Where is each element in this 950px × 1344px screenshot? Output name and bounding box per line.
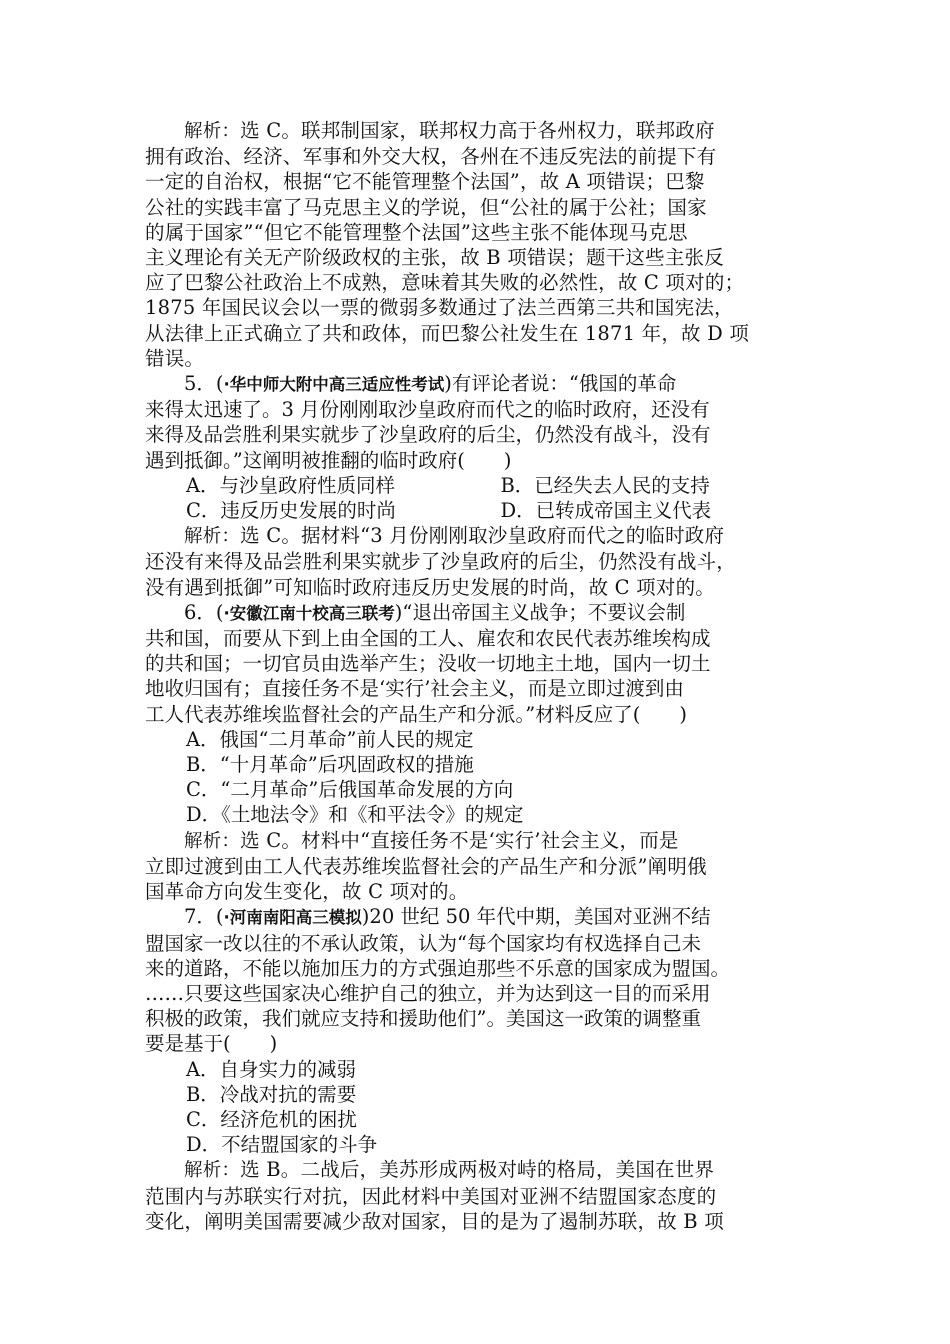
option-c[interactable]: C．经济危机的困扰 (185, 1107, 357, 1131)
question-stem-line: 6．(·安徽江南十校高三联考)“退出帝国主义战争；不要议会制 (184, 600, 686, 624)
question-stem-line: 地收归国有；直接任务不是‘实行’社会主义，而是立即过渡到由 (145, 677, 684, 701)
question-stem-line: ……只要这些国家决心维护自己的独立，并为达到这一目的而采用 (145, 981, 711, 1005)
explanation-line: 错误。 (145, 346, 205, 370)
explanation-line: 立即过渡到由工人代表苏维埃监督社会的产品生产和分派”阐明俄 (145, 854, 707, 878)
explanation-label: 解析： (184, 526, 241, 548)
question-stem-line: 来得太迅速了。3 月份刚刚取沙皇政府而代之的临时政府，还没有 (145, 398, 710, 422)
explanation-line: 应了巴黎公社政治上不成熟，意味着其失败的必然性，故 C 项对的； (145, 271, 745, 295)
question-stem-line: 来得及品尝胜利果实就步了沙皇政府的后尘，仍然没有战斗，没有 (145, 423, 711, 447)
question-stem-line: 遇到抵御。”这阐明被推翻的临时政府( ) (145, 448, 512, 472)
explanation-line: 解析：选 C。材料中“直接任务不是‘实行’社会主义，而是 (184, 828, 679, 852)
explanation-line: 变化，阐明美国需要减少敌对国家，目的是为了遏制苏联，故 B 项 (145, 1209, 724, 1233)
question-6 (145, 600, 815, 904)
question-source: ·河南南阳高三模拟 (223, 908, 362, 928)
question-stem-line: 积极的政策，我们就应支持和援助他们”。美国这一政策的调整重 (145, 1007, 701, 1031)
option-b[interactable]: B．已经失去人民的支持 (500, 473, 710, 497)
explanation-line: 公社的实践丰富了马克思主义的学说，但“公社的属于公社；国家 (145, 195, 707, 219)
question-source: ·安徽江南十校高三联考 (223, 603, 395, 623)
option-c[interactable]: C．违反历史发展的时尚 (185, 499, 396, 523)
explanation-line: 一定的自治权，根据“它不能管理整个法国”，故 A 项错误；巴黎 (145, 170, 705, 194)
option-row (145, 473, 815, 498)
option-row (145, 498, 815, 523)
explanation-line: 解析：选 C。据材料“3 月份刚刚取沙皇政府而代之的临时政府 (184, 524, 725, 548)
question-stem-line: 共和国，而要从下到上由全国的工人、雇农和农民代表苏维埃构成 (145, 627, 711, 651)
question-stem-line: 7．(·河南南阳高三模拟)20 世纪 50 年代中期，美国对亚洲不结 (184, 905, 711, 929)
document-page (145, 118, 815, 1234)
explanation-label: 解析： (184, 1160, 241, 1182)
option-a[interactable]: A．与沙皇政府性质同样 (185, 473, 396, 497)
explanation-label: 解析： (184, 121, 241, 142)
explanation-line: 没有遇到抵御”可知临时政府违反历史发展的时尚，故 C 项对的。 (145, 575, 715, 599)
explanation-line: 还没有来得及品尝胜利果实就步了沙皇政府的后尘，仍然没有战斗， (145, 550, 737, 574)
option-d[interactable]: D．《土地法令》和《和平法令》的规定 (185, 803, 524, 827)
option-a[interactable]: A．自身实力的减弱 (185, 1057, 357, 1081)
explanation-label: 解析： (184, 830, 241, 852)
explanation-line: 的属于国家”“但它不能管理整个法国”这些主张不能体现马克思 (145, 220, 688, 244)
question-stem-line: 的共和国；一切官员由选举产生；没收一切地主土地，国内一切土 (145, 652, 711, 676)
question-stem-line: 来的道路，不能以施加压力的方式强迫那些不乐意的国家成为盟国。 (145, 956, 731, 980)
question-number: 5．( (184, 372, 224, 396)
question-5 (145, 371, 815, 600)
option-d[interactable]: D．已转成帝国主义代表 (500, 499, 712, 523)
explanation-line: 解析：选 B。二战后，美苏形成两极对峙的格局，美国在世界 (184, 1158, 715, 1182)
question-stem-line: 工人代表苏维埃监督社会的产品生产和分派。”材料反应了( ) (145, 702, 687, 726)
explanation-line: 从法律上正式确立了共和政体，而巴黎公社发生在 1871 年，故 D 项 (145, 321, 750, 345)
explanation-line: 解析：选 C。联邦制国家，联邦权力高于各州权力，联邦政府 (184, 119, 715, 142)
option-a[interactable]: A．俄国“二月革命”前人民的规定 (185, 727, 474, 751)
question-number: 7．( (184, 905, 224, 929)
option-d[interactable]: D．不结盟国家的斗争 (185, 1133, 378, 1157)
option-c[interactable]: C．“二月革命”后俄国革命发展的方向 (185, 778, 514, 802)
question-stem-line: 5．(·华中师大附中高三适应性考试)有评论者说：“俄国的革命 (184, 372, 677, 396)
question-stem-line: 要是基于( ) (145, 1032, 278, 1056)
explanation-line: 拥有政治、经济、军事和外交大权，各州在不违反宪法的前提下有 (145, 145, 717, 169)
option-b[interactable]: B．冷战对抗的需要 (185, 1082, 357, 1106)
explanation-line: 范围内与苏联实行对抗，因此材料中美国对亚洲不结盟国家态度的 (145, 1184, 717, 1208)
question-stem-line: 盟国家一改以往的不承认政策，认为“每个国家均有权选择自己未 (145, 931, 701, 955)
explanation-line: 国革命方向发生变化，故 C 项对的。 (145, 880, 469, 904)
explanation-line: 主义理论有关无产阶级政权的主张，故 B 项错误；题干这些主张反 (145, 246, 724, 270)
question-source: ·华中师大附中高三适应性考试 (223, 375, 445, 395)
option-b[interactable]: B．“十月革命”后巩固政权的措施 (185, 753, 474, 777)
question-number: 6．( (184, 600, 224, 624)
explanation-line: 1875 年国民议会以一票的微弱多数通过了法兰西第三共和国宪法， (145, 296, 734, 320)
question-7 (145, 904, 815, 1234)
q4-explanation (145, 118, 815, 371)
